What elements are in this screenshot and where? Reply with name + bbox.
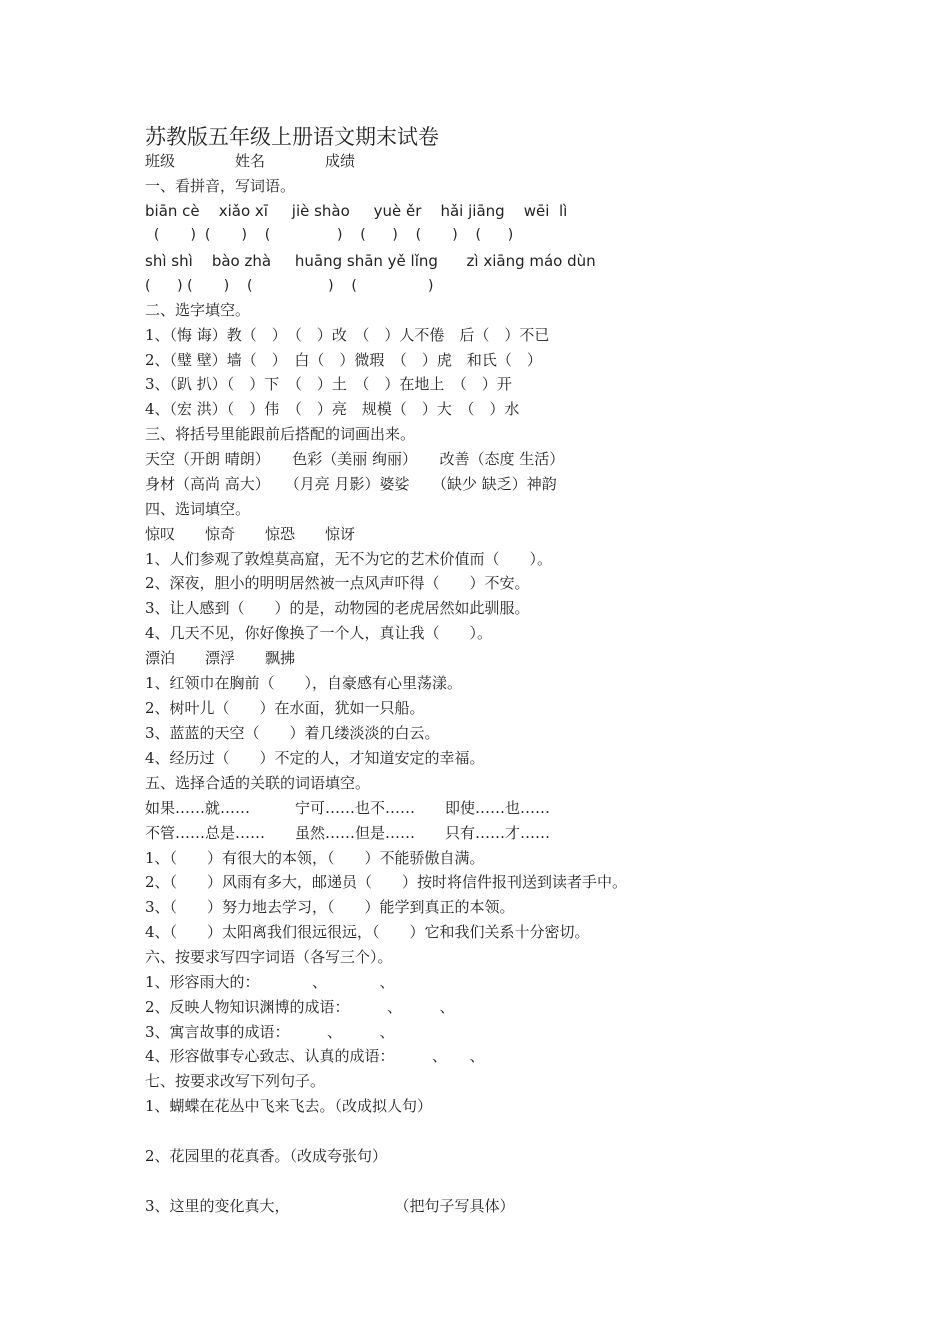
question-line: 1、人们参观了敦煌莫高窟，无不为它的艺术价值而（ ）。	[145, 550, 553, 568]
blank-paren-line: ( ) ( ) ( ) ( )	[145, 278, 434, 294]
question-line: 3、寓言故事的成语： 、 、	[145, 1023, 395, 1041]
question-line: 2、反映人物知识渊博的成语： 、 、	[145, 998, 455, 1016]
question-line: 天空（开朗 晴朗） 色彩（美丽 绚丽） 改善（态度 生活）	[145, 450, 565, 468]
question-line: 1、形容雨大的： 、 、	[145, 973, 395, 991]
question-line: 1、红领巾在胸前（ ），自豪感有心里荡漾。	[145, 674, 463, 692]
section-heading: 二、选字填空。	[145, 301, 251, 319]
question-line: 4、经历过（ ）不定的人，才知道安定的幸福。	[145, 749, 485, 767]
question-line: 2、树叶儿（ ）在水面，犹如一只船。	[145, 699, 425, 717]
question-line: 4、（宏 洪）（ ）伟 （ ）亮 规模（ ）大 （ ）水	[145, 400, 520, 418]
section-heading: 五、选择合适的关联的词语填空。	[145, 774, 371, 792]
question-line: 4、（ ）太阳离我们很远很远，（ ）它和我们关系十分密切。	[145, 923, 590, 941]
page-title: 苏教版五年级上册语文期末试卷	[145, 125, 439, 149]
question-line: 1、蝴蝶在花丛中飞来飞去。（改成拟人句）	[145, 1097, 433, 1115]
section-heading: 一、看拼音，写词语。	[145, 177, 296, 195]
question-line: 3、这里的变化真大， （把句子写具体）	[145, 1197, 515, 1215]
question-line: 3、（ ）努力地去学习，（ ）能学到真正的本领。	[145, 898, 515, 916]
question-line: 1、（ ）有很大的本领，（ ）不能骄傲自满。	[145, 849, 485, 867]
question-line: 2、（璧 壁）墙（ ） 白（ ）微瑕 （ ）虎 和氏（ ）	[145, 351, 542, 369]
section-heading: 三、将括号里能跟前后搭配的词画出来。	[145, 425, 416, 443]
question-line: 2、（ ）风雨有多大，邮递员（ ）按时将信件报刊送到读者手中。	[145, 873, 628, 891]
word-choices: 惊叹 惊奇 惊恐 惊讶	[145, 525, 356, 543]
question-line: 2、深夜，胆小的明明居然被一点风声吓得（ ）不安。	[145, 574, 530, 592]
word-choices: 如果……就…… 宁可……也不…… 即使……也……	[145, 799, 551, 817]
word-choices: 不管……总是…… 虽然……但是…… 只有……才……	[145, 824, 551, 842]
question-line: 4、形容做事专心致志、认真的成语： 、 、	[145, 1047, 485, 1065]
question-line: 2、花园里的花真香。（改成夸张句）	[145, 1147, 388, 1165]
section-heading: 六、按要求写四字词语（各写三个）。	[145, 948, 393, 966]
blank-paren-line: ( ) ( ) ( ) ( ) ( ) ( )	[145, 227, 514, 243]
pinyin-line: biān cè xiǎo xī jiè shào yuè ěr hǎi jiāng wēi lì	[145, 202, 568, 220]
question-line: 4、几天不见，你好像换了一个人，真让我（ ）。	[145, 624, 493, 642]
question-line: 1、（悔 诲）教（ ） （ ）改 （ ）人不倦 后（ ）不已	[145, 326, 550, 344]
pinyin-line: shì shì bào zhà huāng shān yě lǐng zì xiāng máo dùn	[145, 252, 596, 270]
student-info-line: 班级 姓名 成绩	[145, 152, 356, 170]
section-heading: 四、选词填空。	[145, 500, 251, 518]
word-choices: 漂泊 漂浮 飘拂	[145, 649, 296, 667]
section-heading: 七、按要求改写下列句子。	[145, 1072, 326, 1090]
question-line: 身材（高尚 高大） （月亮 月影）婆娑 （缺少 缺乏）神韵	[145, 475, 557, 493]
question-line: 3、让人感到（ ）的是，动物园的老虎居然如此驯服。	[145, 599, 530, 617]
question-line: 3、蓝蓝的天空（ ）着几缕淡淡的白云。	[145, 724, 440, 742]
question-line: 3、（趴 扒）（ ）下 （ ）土 （ ）在地上 （ ）开	[145, 375, 512, 393]
